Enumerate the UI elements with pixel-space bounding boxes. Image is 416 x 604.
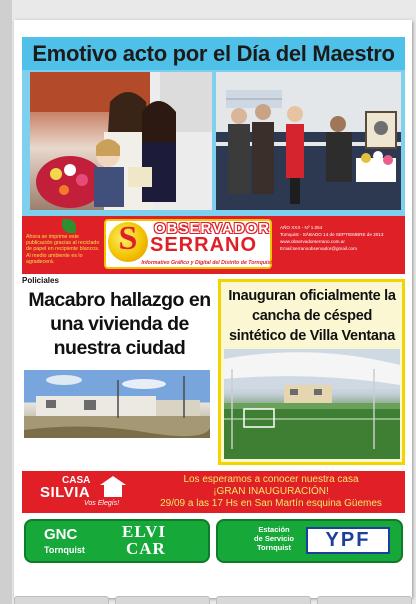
page-thumb[interactable] [317,596,412,604]
issue-date: Tornquist - SÁBADO 14 de SEPTIEMBRE de 2013 [280,232,384,237]
page-thumbnails [14,596,412,604]
ypf-logo [306,527,390,554]
casa-silvia-line-1: Los esperamos a conocer nuestra casa [183,474,359,485]
ad-elvi-word: ELVI [122,522,167,541]
logo-subtitle: Informativo Gráfico y Digital del Distrito de Tornquist [141,260,272,266]
logo-letter-icon: S [118,220,138,257]
viewer-sidebar [0,0,12,604]
casa-silvia-name: SILVIA [40,484,91,501]
house-icon [100,476,126,498]
logo-word-observador: OBSERVADOR [154,220,271,237]
masthead-info [280,224,404,252]
logo-word-serrano: SERRANO [150,234,258,256]
ad-ypf-line-3: Tornquist [256,543,292,552]
top-headline: Emotivo acto por el Día del Maestro [32,40,395,66]
ad-ypf-line-1: Estación [258,525,290,534]
email-link[interactable]: Email:serranoobservador@gmail.com [280,246,357,251]
top-headline-banner [22,37,405,70]
leaf-icon [62,219,76,233]
website-link[interactable]: www.observadorserrano.com.ar [280,239,345,244]
casa-silvia-casa: CASA [62,475,91,486]
ad-ypf-text [232,525,316,552]
ad-gnc-place: Tornquist [44,545,85,555]
casa-silvia-line-2: ¡GRAN INAUGURACIÓN! [213,486,329,497]
ypf-brand: YPF [325,529,371,551]
ad-car-word: CAR [126,539,166,558]
photo-ceremony [216,72,401,210]
ad-ypf-line-2: de Servicio [253,534,295,543]
page-thumb[interactable] [115,596,210,604]
section-label: Policiales [22,276,59,285]
photo-house [24,370,210,438]
ad-gnc-label: GNC [44,526,78,543]
casa-silvia-line-3: 29/09 a las 17 Hs en San Martín esquina Güemes [160,498,382,509]
left-headline: Macabro hallazgo en una vivienda de nuestra ciudad [28,289,211,359]
page-thumb[interactable] [14,596,109,604]
photo-teacher-children [30,72,212,210]
right-headline: Inauguran oficialmente la cancha de césped sintético de Villa Ventana [228,288,396,344]
issue-number: AÑO XXX - Nº 1.054 [280,225,323,230]
page-thumb[interactable] [216,596,311,604]
photo-soccer-field [224,349,400,459]
recycle-notice: Ahora se imprime este publicación gracias al reciclado de papel en recipiente blancos. Al medio ambiente es lo agradecerá. [26,234,100,265]
casa-silvia-tagline: Vos Elegís! [84,500,120,507]
